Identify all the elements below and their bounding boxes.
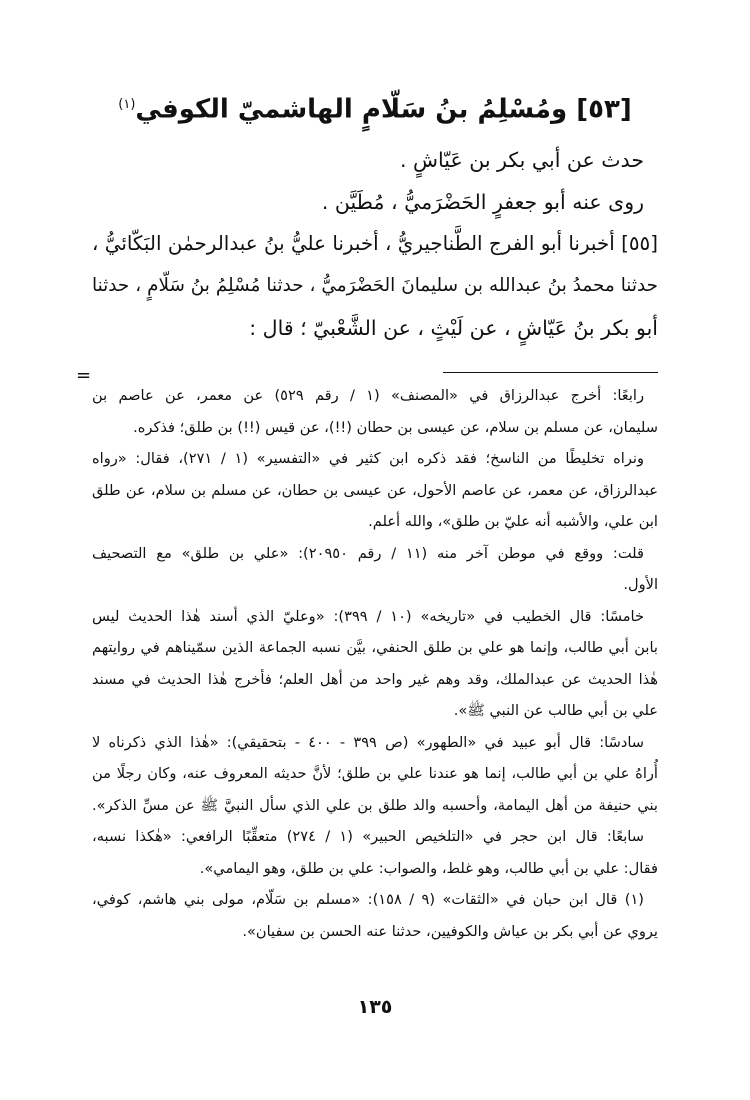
footnote-line: سليمان، عن مسلم بن سلام، عن عيسى بن حطان (!!)، عن قيس (!!) بن طلق؛ فذكره. bbox=[133, 418, 658, 436]
footnotes bbox=[92, 380, 658, 947]
text-line: حدثنا محمدُ بنُ عبدالله بن سليمانَ الحَضْرَميُّ ، حدثنا مُسْلِمُ بنُ سَلّامٍ ، حدثنا bbox=[92, 274, 658, 296]
footnote-line: قلت: ووقع في موطن آخر منه (١١ / رقم ٢٠٩٥٠): «علي بن طلق» مع التصحيف bbox=[92, 544, 644, 562]
page-number: ١٣٥ bbox=[357, 996, 393, 1018]
footnote-line: هٰذا الحديث عن عبدالملك، وقد وهم غير واحد من أهل العلم؛ فأخرج هٰذا الحديث في مسند bbox=[92, 670, 658, 688]
footnote-line: الأول. bbox=[623, 576, 658, 593]
footnote-line: ونراه تخليطًا من الناسخ؛ فقد ذكره ابن كثير في «التفسير» (١ / ٢٧١)، فقال: «رواه bbox=[92, 450, 644, 467]
text-line: أبو بكر بنُ عَيّاشٍ ، عن لَيْثٍ ، عن الشَّعْبيّ ؛ قال : bbox=[249, 315, 658, 340]
footnote-marker: (١) bbox=[118, 97, 136, 112]
text-line: روى عنه أبو جعفرٍ الحَضْرَميُّ ، مُطَيَّن . bbox=[321, 189, 644, 214]
footnote-line: خامسًا: قال الخطيب في «تاريخه» (١٠ / ٣٩٩): «وعليّ الذي أسند هٰذا الحديث ليس bbox=[92, 607, 644, 625]
continuation-mark: = bbox=[76, 365, 92, 386]
footnote-separator bbox=[443, 372, 658, 373]
footnote-line: سادسًا: قال أبو عبيد في «الطهور» (ص ٣٩٩ - ٤٠٠ - بتحقيقي): «هٰذا الذي ذكرناه لا bbox=[92, 733, 645, 751]
footnote-line: علي بن أبي طالب عن النبي ﷺ». bbox=[453, 702, 658, 719]
footnote-line: أُراهُ علي بن أبي طالب، إنما هو عندنا علي بن طلق؛ لأنَّ حديثه المعروف عنه، وكان رجلًا من bbox=[92, 765, 658, 782]
footnote-line: رابعًا: أخرج عبدالرزاق في «المصنف» (١ / رقم ٥٢٩) عن معمر، عن عاصم بن bbox=[92, 387, 645, 404]
footnote-line: بابن أبي طالب، وإنما هو علي بن طلق الحنفي، بيَّن نسبه الجماعة الذين سمّيناهم في روايتهم bbox=[92, 639, 658, 656]
footnote-line: سابعًا: قال ابن حجر في «التلخيص الحبير» (١ / ٢٧٤) متعقِّبًا الرافعي: «هٰكذا نسبه، bbox=[92, 828, 644, 845]
footnote-line: فقال: علي بن أبي طالب، وهو غلط، والصواب: علي بن طلق، وهو اليمامي». bbox=[199, 859, 658, 877]
footnote-line: (١) قال ابن حبان في «الثقات» (٩ / ١٥٨): «مسلم بن سَلّام، مولى بني هاشم، كوفي، bbox=[92, 891, 644, 908]
footnote-line: عبدالرزاق، عن معمر، عن عاصم الأحول، عن عيسى بن حطان، عن مسلم بن سلام، عن طلق bbox=[92, 481, 658, 499]
text-line: حدث عن أبي بكر بن عَيّاشٍ . bbox=[399, 147, 644, 172]
footnote-line: يروي عن أبي بكر بن عياش والكوفيين، حدثنا عنه الحسن بن سفيان». bbox=[242, 922, 658, 940]
footnote-line: ابن علي، والأشبه أنه عليّ بن طلق»، والله أعلم. bbox=[368, 513, 658, 530]
main-text bbox=[92, 86, 658, 349]
entry-heading-text: [٥٣] ومُسْلِمُ بنُ سَلّامٍ الهاشميّ الكوفي bbox=[135, 94, 632, 125]
footnote-line: بني حنيفة من أهل اليمامة، وأحسبه والد طلق بن علي الذي سأل النبيَّ ﷺ عن مسِّ الذكر». bbox=[92, 796, 658, 814]
text-line: [٥٥] أخبرنا أبو الفرج الطَّناجيريُّ ، أخبرنا عليُّ بنُ عبدالرحمٰن البَكّائيُّ ، bbox=[92, 231, 658, 255]
entry-heading bbox=[92, 86, 658, 129]
